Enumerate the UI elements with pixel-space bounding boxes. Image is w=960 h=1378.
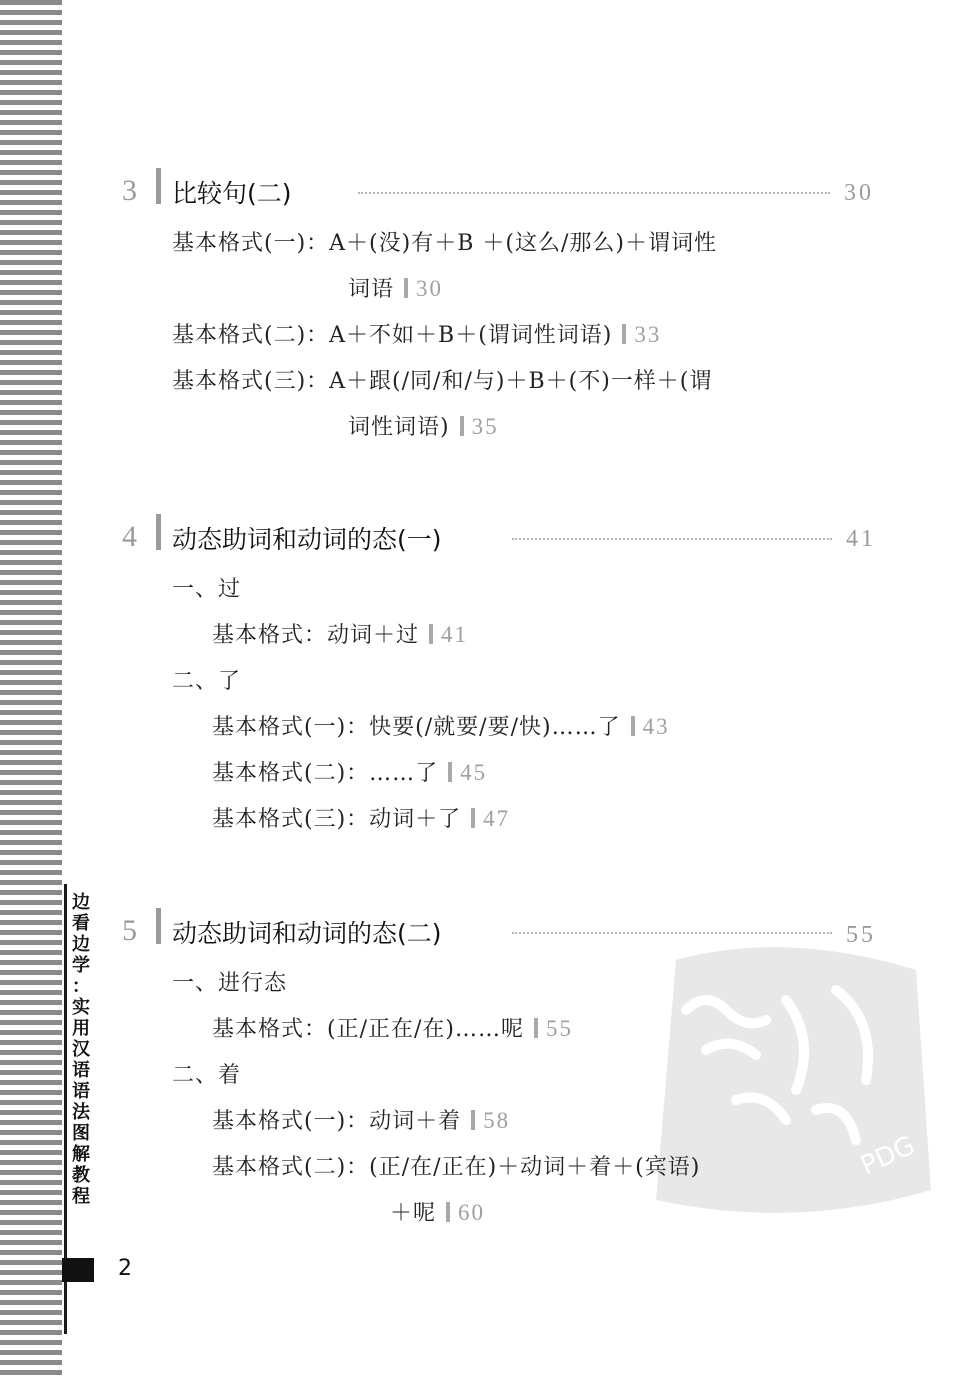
toc-entry[interactable]: 基本格式(二)：(正/在/正在)＋动词＋着＋(宾语) <box>212 1155 701 1180</box>
section-number: 5 <box>122 914 137 947</box>
page-tab-marker <box>62 1258 94 1282</box>
toc-entry[interactable]: 基本格式(一)：动词＋着 58 <box>212 1108 511 1134</box>
entry-page: 35 <box>460 414 499 440</box>
entry-page: 47 <box>471 806 510 832</box>
toc-entry[interactable]: 词性词语) 35 <box>348 414 499 440</box>
section-bar <box>156 168 161 204</box>
toc-entry[interactable]: 基本格式：动词＋过 41 <box>212 622 469 648</box>
section-bar <box>156 514 161 550</box>
section-title[interactable]: 比较句(二) <box>172 179 292 208</box>
entry-page: 60 <box>446 1200 485 1226</box>
entry-page: 45 <box>448 760 487 786</box>
section-page: 55 <box>846 922 876 948</box>
toc-subheading: 二、了 <box>172 669 242 694</box>
toc-subheading: 二、着 <box>172 1063 242 1088</box>
leader-dots <box>358 192 830 194</box>
section-number: 3 <box>122 174 137 207</box>
entry-page: 30 <box>404 276 443 302</box>
toc-entry[interactable]: 基本格式(一)：A＋(没)有＋B ＋(这么/那么)＋谓词性 <box>172 231 717 256</box>
book-title-vertical: 边 看 边 学 ： 实 用 汉 语 语 法 图 解 教 程 <box>72 892 90 1207</box>
section-number: 4 <box>122 520 137 553</box>
section-title[interactable]: 动态助词和动词的态(一) <box>172 525 442 554</box>
leader-dots <box>512 932 832 934</box>
toc-subheading: 一、进行态 <box>172 971 288 996</box>
toc-subheading: 一、过 <box>172 577 242 602</box>
page-number: 2 <box>118 1256 132 1281</box>
section-bar <box>156 908 161 944</box>
watermark-text: PDG <box>856 1130 920 1182</box>
toc-entry[interactable]: 基本格式(二)：A＋不如＋B＋(谓词性词语) 33 <box>172 322 662 348</box>
entry-page: 55 <box>534 1016 573 1042</box>
section-page: 30 <box>844 180 874 206</box>
section-title[interactable]: 动态助词和动词的态(二) <box>172 919 442 948</box>
entry-page: 33 <box>622 322 661 348</box>
leader-dots <box>512 538 832 540</box>
entry-page: 58 <box>471 1108 510 1134</box>
toc-entry[interactable]: 基本格式：(正/正在/在)……呢 55 <box>212 1016 573 1042</box>
toc-entry[interactable]: 基本格式(一)：快要(/就要/要/快)……了 43 <box>212 714 670 740</box>
toc-entry[interactable]: 基本格式(三)：动词＋了 47 <box>212 806 511 832</box>
section-page: 41 <box>846 526 876 552</box>
toc-entry[interactable]: 基本格式(三)：A＋跟(/同/和/与)＋B＋(不)一样＋(谓 <box>172 369 713 394</box>
entry-page: 43 <box>631 714 670 740</box>
toc-entry[interactable]: 词语 30 <box>348 276 444 302</box>
decorative-stripes <box>0 0 62 1378</box>
entry-page: 41 <box>429 622 468 648</box>
toc-entry[interactable]: ＋呢 60 <box>390 1200 486 1226</box>
toc-entry[interactable]: 基本格式(二)：……了 45 <box>212 760 488 786</box>
